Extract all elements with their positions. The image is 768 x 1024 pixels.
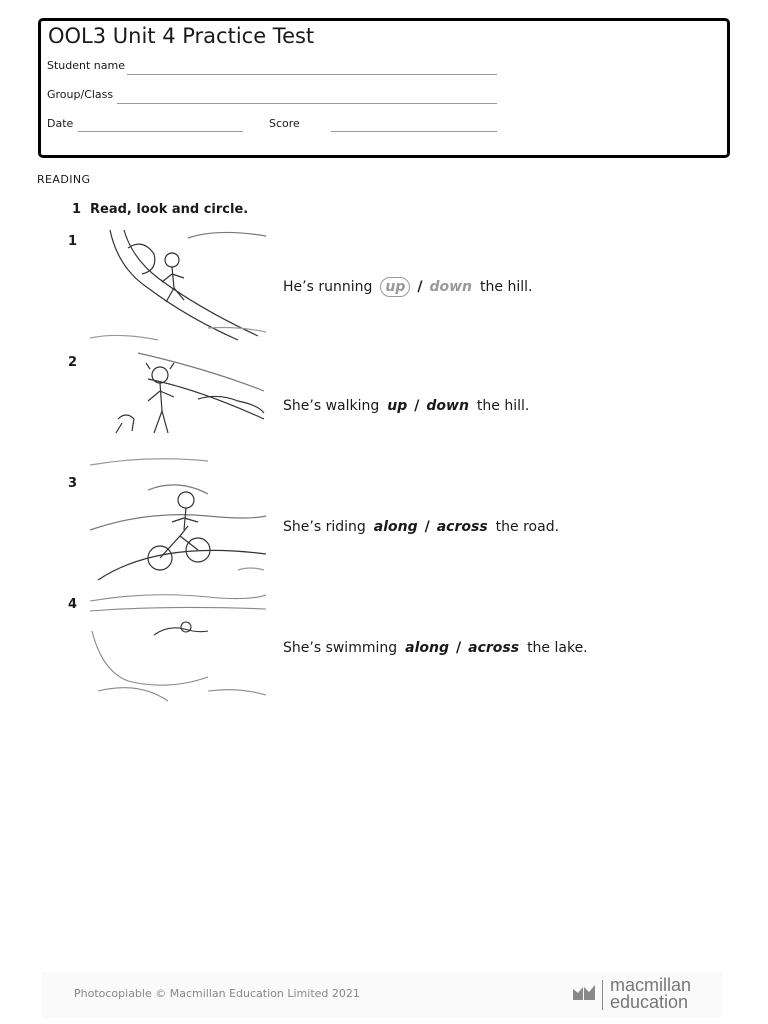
date-label: Date: [47, 117, 74, 130]
score-field[interactable]: [331, 131, 497, 132]
item-sentence: [283, 277, 532, 297]
group-class-label: Group/Class: [47, 88, 114, 101]
exercise-number: 1: [72, 202, 82, 217]
walking-down-hill-illustration: [88, 349, 266, 467]
item-sentence: [283, 640, 588, 656]
brand-line-1: macmillan: [610, 975, 692, 995]
instruction-text: Read, look and circle.: [90, 202, 249, 217]
student-name-label: Student name: [47, 59, 125, 72]
item-sentence: [283, 519, 559, 535]
answer-option-up[interactable]: up: [387, 398, 408, 414]
option-separator: /: [424, 519, 430, 535]
answer-option-down[interactable]: down: [426, 398, 469, 414]
macmillan-mark-icon: [572, 983, 596, 1001]
sentence-start: She’s walking: [283, 398, 380, 414]
answer-option-along[interactable]: along: [405, 640, 449, 656]
swimming-lake-illustration: [88, 591, 266, 709]
group-class-field[interactable]: [117, 103, 497, 104]
riding-bike-illustration: [88, 470, 266, 588]
brand-name: [610, 977, 691, 1011]
running-up-hill-illustration: [88, 228, 266, 346]
item-sentence: [283, 398, 529, 414]
copyright-text: Photocopiable © Macmillan Education Limited 2021: [74, 987, 360, 1000]
test-title: OOL3 Unit 4 Practice Test: [48, 24, 315, 48]
answer-option-across[interactable]: across: [468, 640, 520, 656]
student-name-field[interactable]: [127, 74, 497, 75]
sentence-end: the road.: [495, 519, 560, 535]
sentence-end: the hill.: [480, 279, 533, 295]
section-label: READING: [37, 173, 91, 186]
item-number: 4: [68, 597, 78, 612]
sentence-start: She’s riding: [283, 519, 366, 535]
sentence-start: She’s swimming: [283, 640, 398, 656]
macmillan-logo: [572, 975, 722, 1014]
date-field[interactable]: [78, 131, 243, 132]
option-separator: /: [417, 279, 423, 295]
answer-option-up-circled[interactable]: up: [380, 277, 410, 297]
option-separator: /: [414, 398, 420, 414]
item-number: 3: [68, 476, 78, 491]
item-number: 2: [68, 355, 78, 370]
logo-divider: [602, 980, 603, 1010]
sentence-end: the hill.: [476, 398, 530, 414]
answer-option-across[interactable]: across: [436, 519, 488, 535]
option-separator: /: [456, 640, 462, 656]
brand-line-2: education: [610, 992, 689, 1012]
answer-option-along[interactable]: along: [373, 519, 418, 535]
student-info-box: [38, 18, 730, 158]
page-footer: [42, 972, 722, 1018]
score-label: Score: [269, 117, 300, 130]
sentence-start: He’s running: [283, 279, 373, 295]
sentence-end: the lake.: [527, 640, 588, 656]
exercise-instruction: [72, 202, 248, 217]
answer-option-down[interactable]: down: [429, 279, 473, 295]
item-number: 1: [68, 234, 78, 249]
